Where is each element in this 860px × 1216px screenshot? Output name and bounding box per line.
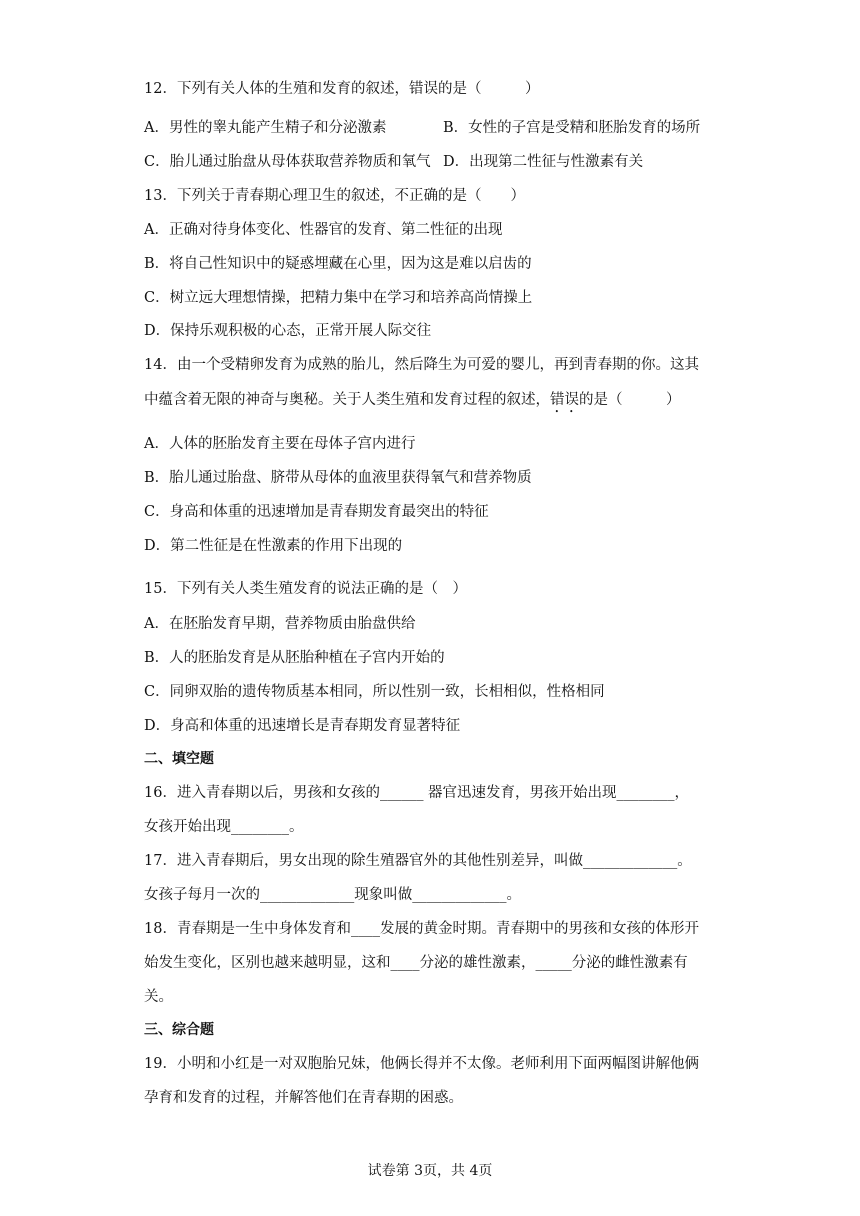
q14-stem-line2 [144, 391, 681, 416]
q15-option-c: C．同卵双胎的遗传物质基本相同，所以性别一致，长相相似，性格相同 [144, 684, 605, 700]
q12-option-c: C．胎儿通过胎盘从母体获取营养物质和氧气 [144, 154, 431, 170]
q14-stem-line1: 14．由一个受精卵发育为成熟的胎儿，然后降生为可爱的婴儿，再到青春期的你。这其 [144, 357, 699, 373]
q14-stem-post: 的是（ ） [579, 392, 681, 408]
q15-option-b: B．人的胚胎发育是从胚胎种植在子宫内开始的 [144, 650, 445, 666]
q15-option-d: D．身高和体重的迅速增长是青春期发育显著特征 [144, 718, 461, 734]
q14-stem-pre: 中蕴含着无限的神奇与奥秘。关于人类生殖和发育过程的叙述， [144, 392, 550, 408]
q17-line2: 女孩子每月一次的_____________现象叫做_____________。 [144, 887, 521, 903]
q13-option-b: B．将自己性知识中的疑惑埋藏在心里，因为这是难以启齿的 [144, 256, 532, 272]
q19-line1: 19．小明和小红是一对双胞胎兄妹，他俩长得并不太像。老师利用下面两幅图讲解他俩 [144, 1056, 699, 1072]
page-footer: 试卷第 3页，共 4页 [367, 1163, 493, 1179]
q14-option-a: A．人体的胚胎发育主要在母体子宫内进行 [144, 436, 416, 452]
q12-option-a: A．男性的睾丸能产生精子和分泌激素 [144, 120, 387, 136]
q12-option-b: B．女性的子宫是受精和胚胎发育的场所 [443, 120, 701, 136]
q13-option-d: D．保持乐观积极的心态，正常开展人际交往 [144, 323, 432, 339]
q15-option-a: A．在胚胎发育早期，营养物质由胎盘供给 [144, 616, 416, 632]
q14-emphasis: 错误 [550, 392, 579, 408]
section-fill-blank-heading: 二、填空题 [144, 751, 214, 767]
q18-line3: 关。 [144, 989, 173, 1005]
q12-option-d: D．出现第二性征与性激素有关 [443, 154, 644, 170]
q14-option-c: C．身高和体重的迅速增加是青春期发育最突出的特征 [144, 504, 489, 520]
q14-option-b: B．胎儿通过胎盘、脐带从母体的血液里获得氧气和营养物质 [144, 470, 532, 486]
q16-line1: 16．进入青春期以后，男孩和女孩的______ 器官迅速发育，男孩开始出现________， [144, 785, 690, 801]
q14-option-d: D．第二性征是在性激素的作用下出现的 [144, 538, 403, 554]
q17-line1: 17．进入青春期后，男女出现的除生殖器官外的其他性别差异，叫做_____________。 [144, 853, 692, 869]
q19-line2: 孕育和发育的过程，并解答他们在青春期的困惑。 [144, 1090, 463, 1106]
q12-stem: 12．下列有关人体的生殖和发育的叙述，错误的是（ ） [144, 81, 540, 97]
section-comprehensive-heading: 三、综合题 [144, 1022, 214, 1038]
q18-line2: 始发生变化，区别也越来越明显，这和____分泌的雄性激素，_____分泌的雌性激素有 [144, 955, 688, 971]
q13-option-a: A．正确对待身体变化、性器官的发育、第二性征的出现 [144, 222, 503, 238]
q16-line2: 女孩开始出现________。 [144, 819, 304, 835]
q18-line1: 18．青春期是一生中身体发育和____发展的黄金时期。青春期中的男孩和女孩的体形开 [144, 921, 699, 937]
q13-option-c: C．树立远大理想情操，把精力集中在学习和培养高尚情操上 [144, 290, 533, 306]
q15-stem: 15．下列有关人类生殖发育的说法正确的是（ ） [144, 581, 467, 597]
q13-stem: 13．下列关于青春期心理卫生的叙述，不正确的是（ ） [144, 188, 525, 204]
